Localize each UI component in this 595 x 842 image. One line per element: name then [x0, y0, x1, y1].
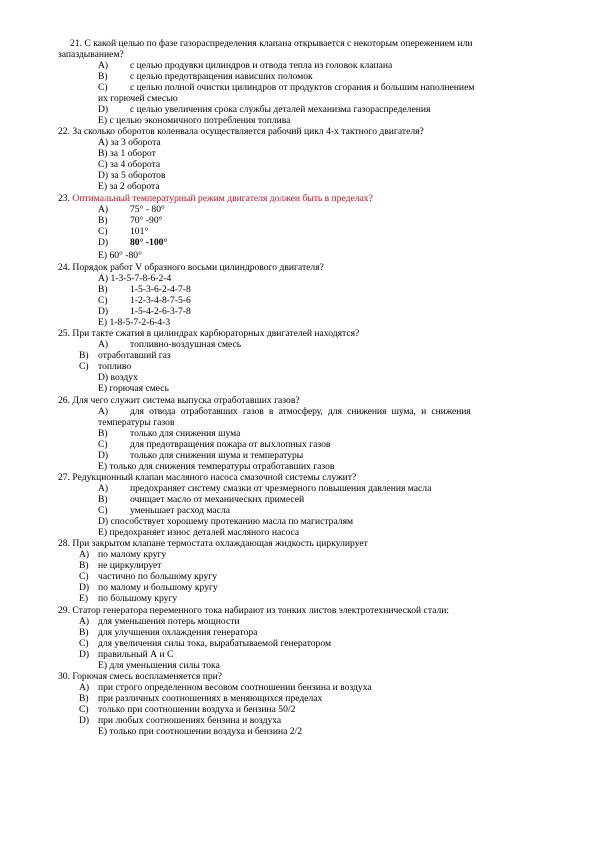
option: B) очищает масло от механических примесей	[98, 494, 305, 505]
option: E) за 2 оборота	[98, 181, 160, 192]
option: D) по малому и большому кругу	[79, 582, 218, 593]
option: D) 80° -100°	[98, 237, 168, 248]
option: B) 70° -90°	[98, 215, 163, 226]
option: C) 1-2-3-4-8-7-5-6	[98, 295, 191, 306]
option: E) горючая смесь	[98, 383, 169, 394]
option: D) при любых соотношениях бензина и воздуха	[79, 715, 282, 726]
option: A) с целью продувки цилиндров и отвода тепла из головок клапана	[98, 60, 393, 71]
option: B) при различных соотношениях в меняющихся пределах	[79, 693, 323, 704]
option-cont: их горючей смесью	[98, 93, 178, 104]
option: A) для уменьшения потерь мощности	[79, 616, 240, 627]
option: C) за 4 оборота	[98, 159, 161, 170]
option: D) способствует хорошему протеканию масла по магистралям	[98, 516, 354, 527]
option: A) при строго определенном весовом соотношении бензина и воздуха	[79, 682, 372, 693]
option: C) уменьшает расход масла	[98, 505, 230, 516]
option: E) с целью экономичного потребления топлива	[98, 115, 291, 126]
option: A) за 3 оборота	[98, 137, 161, 148]
option: D) воздух	[98, 372, 138, 383]
option: C) 101°	[98, 226, 149, 237]
option: C) с целью полной очистки цилиндров от продуктов сгорания и большим наполнением	[98, 82, 475, 93]
option: E) 1-8-5-7-2-6-4-3	[98, 317, 171, 328]
option: A) предохраняет систему смазки от чрезмерного повышения давления масла	[98, 483, 432, 494]
option: B) только для снижения шума	[98, 428, 241, 439]
option: E) 60° -80°	[98, 250, 142, 261]
option: A) по малому кругу	[79, 549, 167, 560]
option: A) 1-3-5-7-8-6-2-4	[98, 273, 172, 284]
option: E) предохраняет износ деталей масляного насоса	[98, 527, 300, 538]
option: E) только для снижения температуры отработавших газов	[98, 461, 335, 472]
option: B) 1-5-3-6-2-4-7-8	[98, 284, 191, 295]
option: D) за 5 оборотов	[98, 170, 166, 181]
question-21-cont: запаздыванием?	[58, 49, 124, 60]
option: B) за 1 оборот	[98, 148, 156, 159]
question-22: 22. За сколько оборотов коленвала осуществляется рабочий цикл 4-х тактного двигателя?	[58, 126, 424, 137]
option: A) для отвода отработавших газов в атмосферу, для снижения шума, и снижения	[98, 406, 471, 417]
option: E) по большому кругу	[79, 593, 178, 604]
option: B) для улучшения охлаждения генератора	[79, 627, 258, 638]
option: B) с целью предотвращения нависших поломок	[98, 71, 313, 82]
option: A) 75° - 80°	[98, 204, 165, 215]
question-27: 27. Редукционный клапан масляного насоса смазочной системы служит?	[58, 472, 357, 483]
question-21: 21. С какой целью по фазе газораспределения клапана открывается с некоторым опережением или	[70, 38, 473, 49]
option: B) не циркулирует	[79, 560, 162, 571]
option: D) правильный А и С	[79, 649, 174, 660]
option: A) топливно-воздушная смесь	[98, 339, 242, 350]
question-23: 23. Оптимальный температурный режим двигателя должен быть в пределах?	[58, 193, 373, 204]
option: D) только для снижения шума и температуры	[98, 450, 304, 461]
option: E) для уменьшения силы тока	[98, 660, 220, 671]
option: C) для предотвращения пожара от выхлопных газов	[98, 439, 331, 450]
option-cont: температуры газов	[98, 417, 175, 428]
question-29: 29. Статор генератора переменного тока набирают из тонких листов электротехнической стали:	[58, 605, 450, 616]
question-28: 28. При закрытом клапане термостата охлаждающая жидкость циркулирует	[58, 538, 368, 549]
option: C) топливо	[79, 361, 132, 372]
question-25: 25. При такте сжатия в цилиндрах карбюраторных двигателей находятся?	[58, 328, 360, 339]
question-24: 24. Порядок работ V образного восьми цилиндрового двигателя?	[58, 262, 324, 273]
option: C) частично по большому кругу	[79, 571, 217, 582]
option: C) только при соотношении воздуха и бензина 50/2	[79, 704, 296, 715]
option: E) только при соотношении воздуха и бензина 2/2	[98, 726, 303, 737]
option: C) для увеличения силы тока, вырабатываемой генератором	[79, 638, 332, 649]
option: D) с целью увеличения срока службы деталей механизма газораспределения	[98, 104, 431, 115]
option: D) 1-5-4-2-6-3-7-8	[98, 306, 191, 317]
option: B) отработавший газ	[79, 350, 171, 361]
question-26: 26. Для чего служит система выпуска отработавших газов?	[58, 395, 300, 406]
question-30: 30. Горючая смесь воспламеняется при?	[58, 671, 223, 682]
